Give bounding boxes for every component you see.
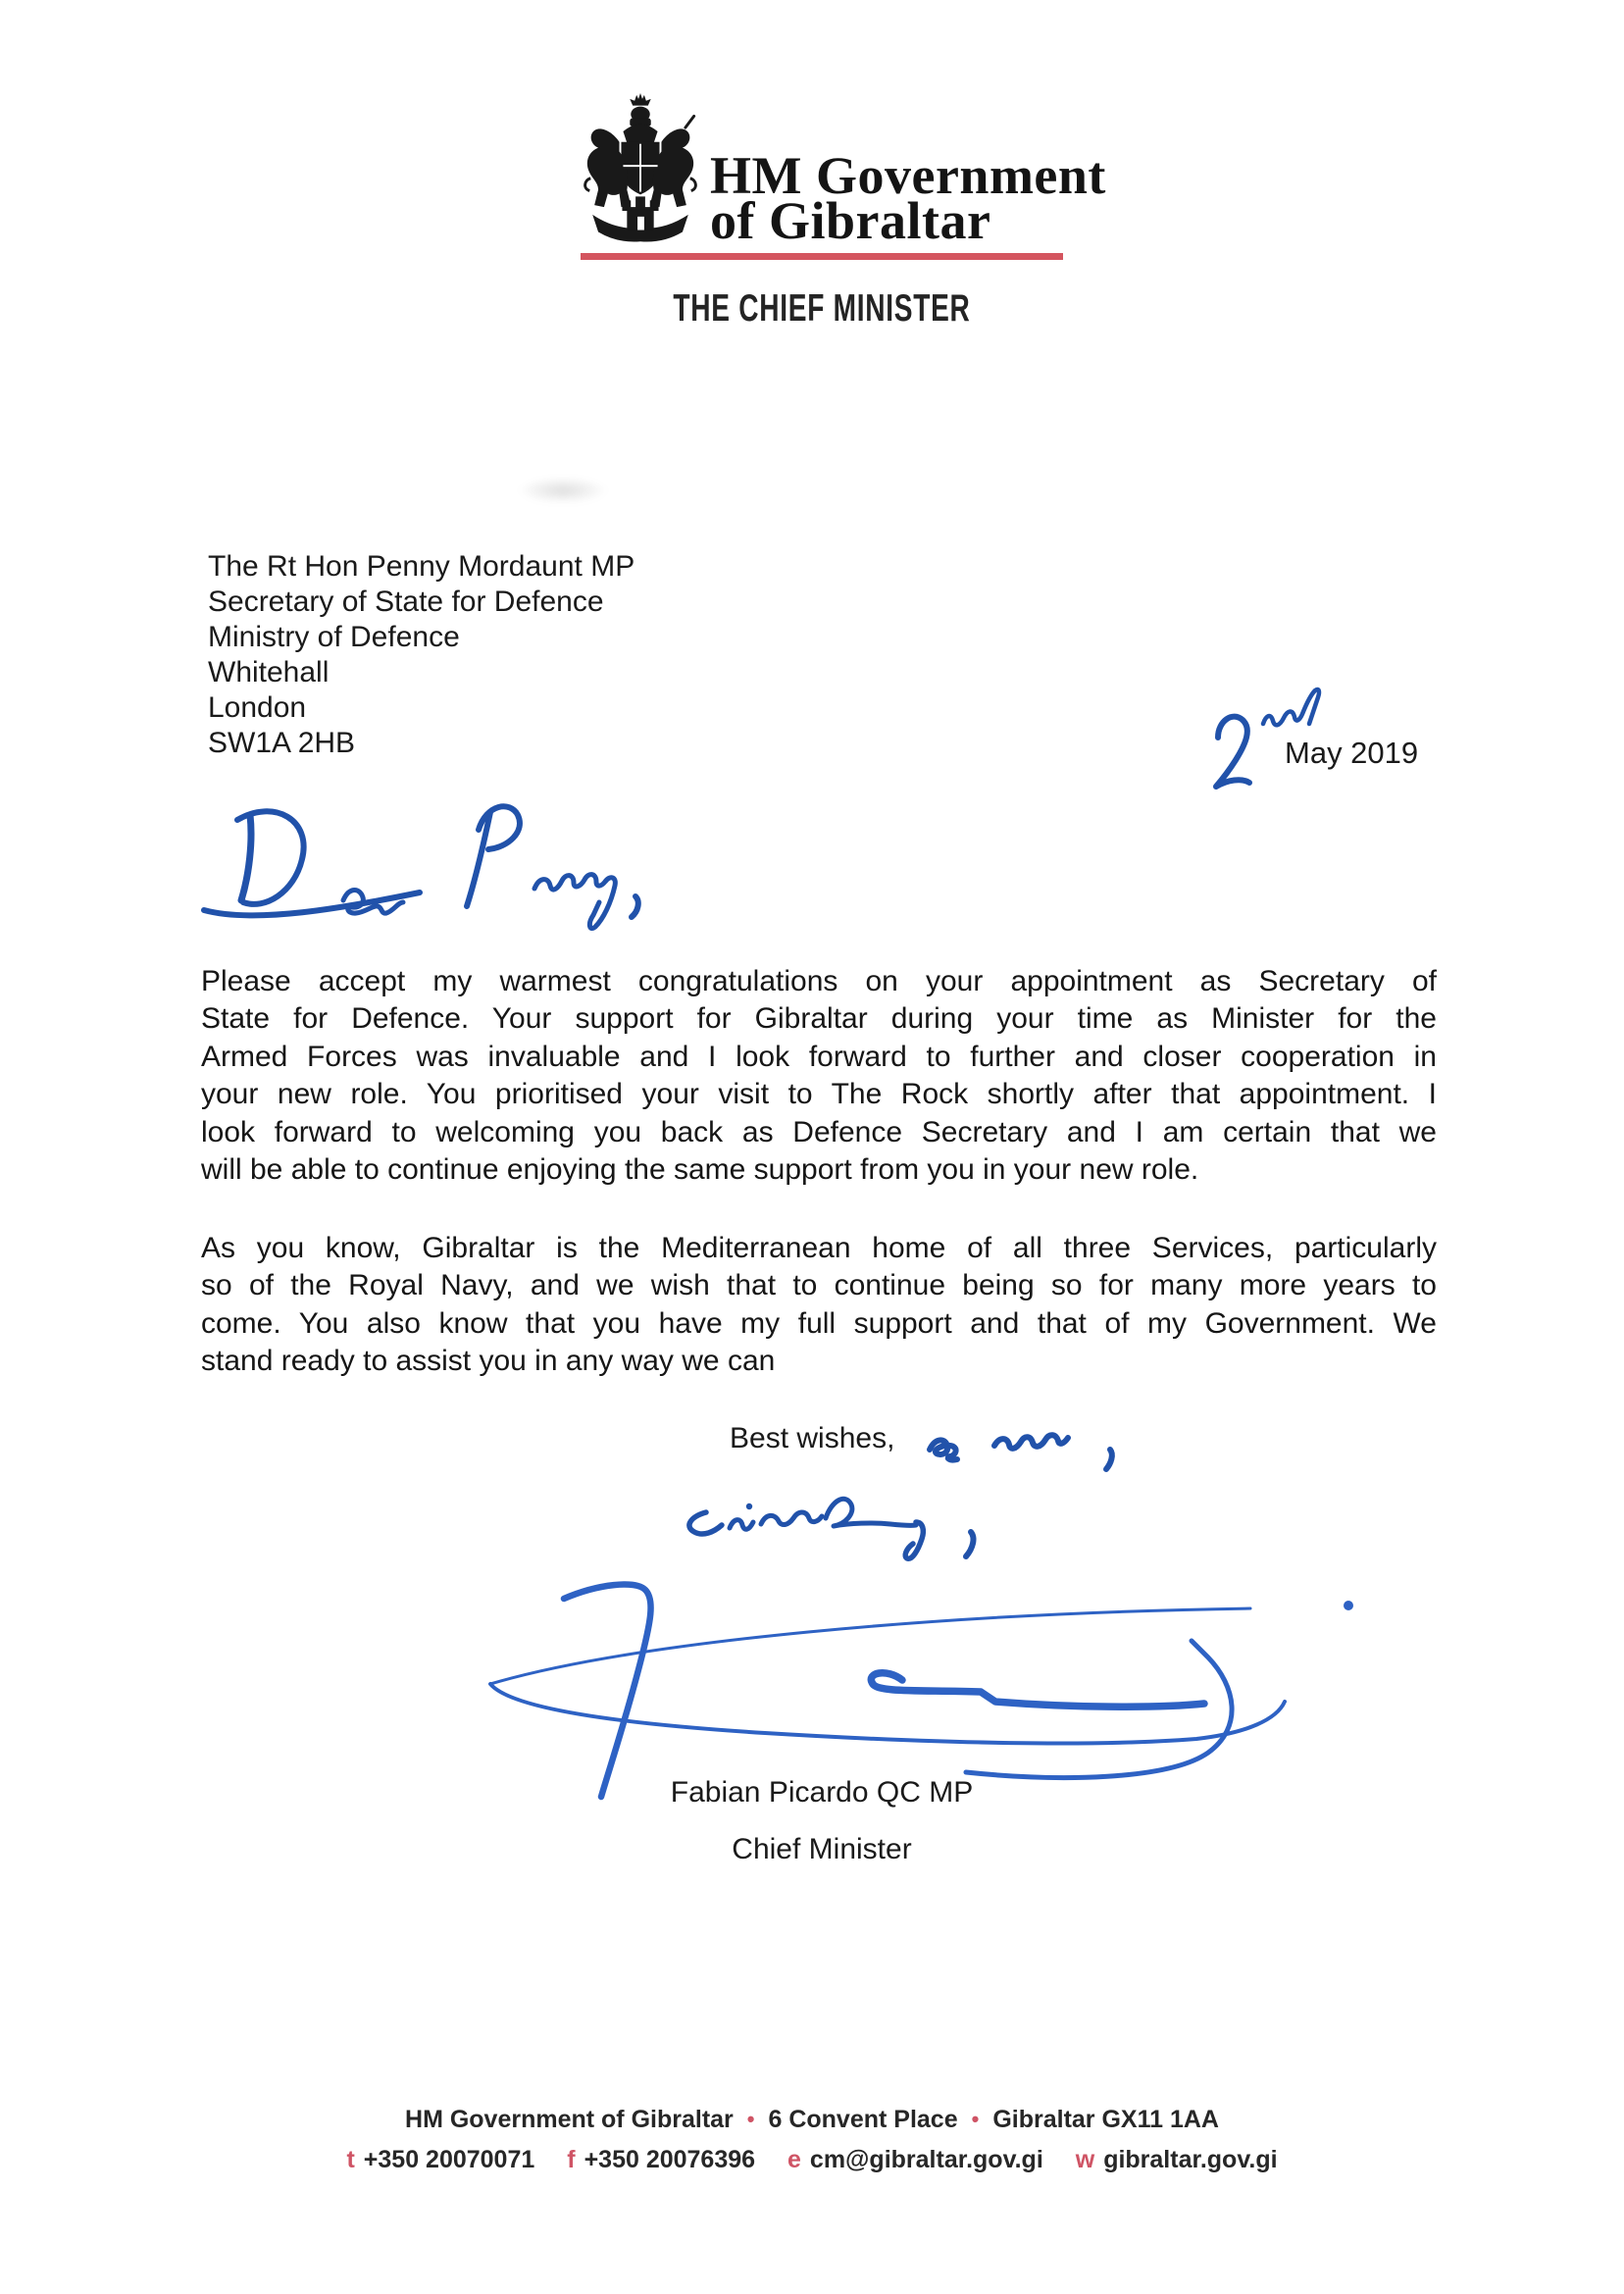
paragraph-line: so of the Royal Navy, and we wish that to continue being so for many more years to bbox=[201, 1269, 1437, 1302]
paragraph-line: As you know, Gibraltar is the Mediterranean home of all three Services, particularly bbox=[201, 1232, 1437, 1264]
phone-value: +350 20070071 bbox=[363, 2146, 535, 2173]
footer-contact-line bbox=[0, 2146, 1624, 2174]
fax-label: f bbox=[567, 2146, 576, 2173]
handwritten-greeting bbox=[196, 790, 667, 965]
paragraph-line: Please accept my warmest congratulations on your appointment as Secretary of bbox=[201, 965, 1437, 997]
handwritten-as-ever bbox=[918, 1410, 1129, 1474]
footer-fax bbox=[567, 2146, 755, 2173]
recipient-line: London bbox=[208, 691, 307, 724]
org-name-line2: of Gibraltar bbox=[710, 191, 991, 250]
website-label: w bbox=[1075, 2146, 1095, 2173]
office-title: THE CHIEF MINISTER bbox=[673, 287, 971, 330]
typed-date: May 2019 bbox=[1285, 736, 1419, 770]
recipient-address bbox=[208, 549, 634, 761]
footer-phone bbox=[346, 2146, 534, 2173]
paragraph-line: come. You also know that you have my full support and that of my Government. We bbox=[201, 1306, 1437, 1340]
fax-value: +350 20076396 bbox=[584, 2146, 756, 2173]
signoff-name: Fabian Picardo QC MP bbox=[670, 1776, 974, 1809]
recipient-line: Whitehall bbox=[208, 656, 330, 688]
footer-org: HM Government of Gibraltar bbox=[405, 2106, 734, 2133]
footer-email bbox=[787, 2146, 1043, 2173]
body-paragraph-1 bbox=[201, 965, 1437, 1191]
royal-coat-of-arms-crest bbox=[583, 92, 698, 251]
red-divider-line bbox=[581, 253, 1063, 260]
recipient-line: Secretary of State for Defence bbox=[208, 586, 604, 618]
phone-label: t bbox=[346, 2146, 355, 2173]
paragraph-line: your new role. You prioritised your visit to The Rock shortly after that appointment. I bbox=[201, 1078, 1437, 1111]
footer-address-line bbox=[0, 2106, 1624, 2134]
website-value: gibraltar.gov.gi bbox=[1103, 2146, 1278, 2173]
footer-postcode: Gibraltar GX11 1AA bbox=[992, 2106, 1219, 2133]
recipient-line: Ministry of Defence bbox=[208, 621, 460, 653]
scan-smudge bbox=[518, 477, 608, 504]
paragraph-line: Armed Forces was invaluable and I look forward to further and closer cooperation in bbox=[201, 1040, 1437, 1073]
footer-website bbox=[1076, 2146, 1278, 2173]
paragraph-line: will be able to continue enjoying the same support from you in your new role. bbox=[201, 1152, 1199, 1186]
bullet-icon: • bbox=[971, 2107, 980, 2131]
recipient-line: SW1A 2HB bbox=[208, 727, 356, 759]
footer-street: 6 Convent Place bbox=[768, 2106, 958, 2133]
org-name bbox=[710, 146, 1106, 250]
closing-typed: Best wishes, bbox=[730, 1422, 895, 1454]
paragraph-line: State for Defence. Your support for Gibraltar during your time as Minister for the bbox=[201, 1002, 1437, 1036]
org-name-line1: HM Government bbox=[710, 146, 1106, 205]
email-label: e bbox=[787, 2146, 801, 2173]
recipient-line: The Rt Hon Penny Mordaunt MP bbox=[208, 550, 635, 583]
body-paragraph-2 bbox=[201, 1232, 1437, 1383]
paragraph-line: look forward to welcoming you back as Defence Secretary and I am certain that we bbox=[201, 1115, 1437, 1148]
paragraph-line: stand ready to assist you in any way we can bbox=[201, 1345, 776, 1378]
email-value: cm@gibraltar.gov.gi bbox=[809, 2146, 1043, 2173]
bullet-icon: • bbox=[746, 2107, 755, 2131]
signoff-title: Chief Minister bbox=[732, 1833, 912, 1865]
